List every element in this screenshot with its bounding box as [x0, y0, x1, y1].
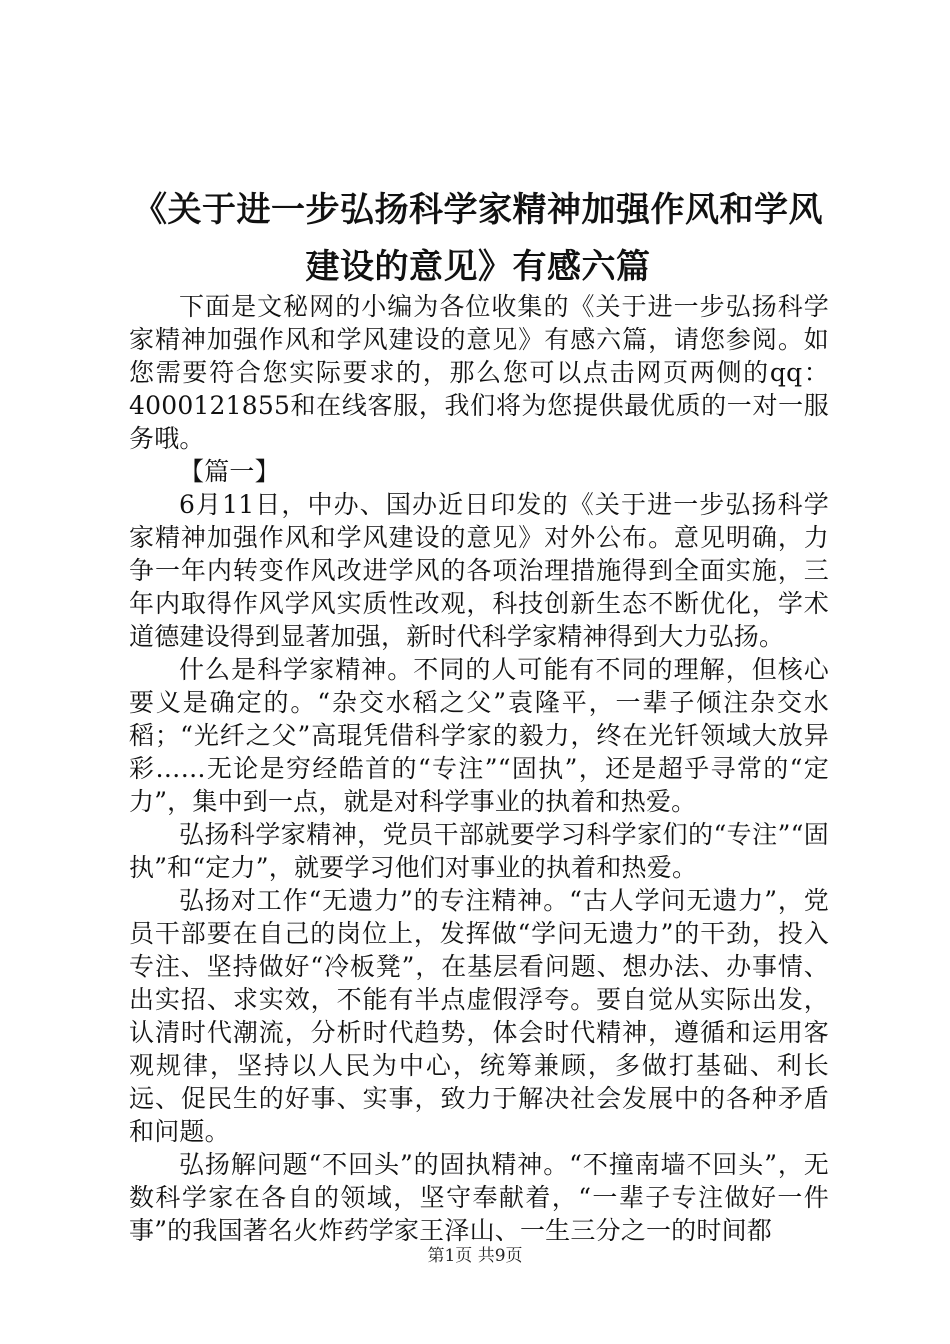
body-paragraph: 弘扬科学家精神，党员干部就要学习科学家们的“专注”“固执”和“定力”，就要学习他们对事业的执着和热爱。 [129, 820, 829, 882]
page-number-footer: 第1页 共9页 [427, 1246, 523, 1266]
document-body [129, 290, 829, 1247]
intro-paragraph: 下面是文秘网的小编为各位收集的《关于进一步弘扬科学家精神加强作风和学风建设的意见》有感六篇，请您参阅。如您需要符合您实际要求的，那么您可以点击网页两侧的qq：4000121855和在线客服，我们将为您提供最优质的一对一服务哦。 [129, 292, 829, 453]
body-paragraph: 弘扬对工作“无遗力”的专注精神。“古人学问无遗力”，党员干部要在自己的岗位上，发挥做“学问无遗力”的干劲，投入专注、坚持做好“冷板凳”，在基层看问题、想办法、办事情、出实招、求实效，不能有半点虚假浮夸。要自觉从实际出发，认清时代潮流，分析时代趋势，体会时代精神，遵循和运用客观规律，坚持以人民为中心，统筹兼顾，多做打基础、利长远、促民生的好事、实事，致力于解决社会发展中的各种矛盾和问题。 [129, 886, 829, 1146]
document-title: 《关于进一步弘扬科学家精神加强作风和学风建设的意见》有感六篇 [133, 190, 823, 287]
section-heading: 【篇一】 [179, 457, 280, 486]
body-paragraph: 什么是科学家精神。不同的人可能有不同的理解，但核心要义是确定的。“杂交水稻之父”袁隆平，一辈子倾注杂交水稻；“光纤之父”高琨凭借科学家的毅力，终在光钎领域大放异彩……无论是穷经皓首的“专注”“固执”，还是超乎寻常的“定力”，集中到一点，就是对科学事业的执着和热爱。 [129, 655, 829, 816]
body-paragraph: 弘扬解问题“不回头”的固执精神。“不撞南墙不回头”，无数科学家在各自的领域，坚守奉献着，“一辈子专注做好一件事”的我国著名火炸药学家王泽山、一生三分之一的时间都 [129, 1150, 829, 1245]
body-paragraph: 6月11日，中办、国办近日印发的《关于进一步弘扬科学家精神加强作风和学风建设的意见》对外公布。意见明确，力争一年内转变作风改进学风的各项治理措施得到全面实施，三年内取得作风学风实质性改观，科技创新生态不断优化，学术道德建设得到显著加强，新时代科学家精神得到大力弘扬。 [129, 490, 829, 651]
